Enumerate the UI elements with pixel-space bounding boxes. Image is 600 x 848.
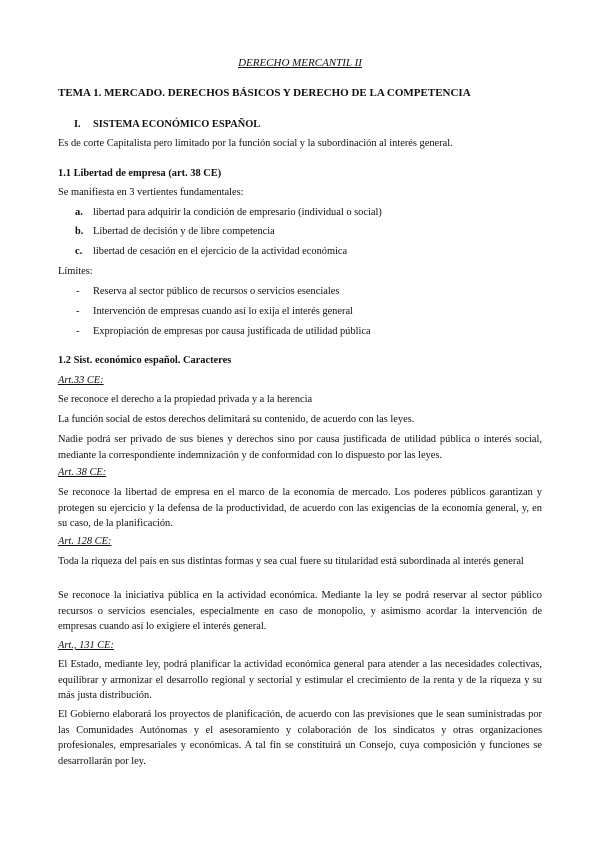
article-128-paragraph: Toda la riqueza del país en sus distintas formas y sea cual fuere su titularidad está subordinada al interés general [58,556,524,567]
subsection-1-2-heading: 1.2 Sist. económico español. Caracteres [58,355,232,366]
article-33-label: Art.33 CE: [58,375,104,386]
article-38-label: Art. 38 CE: [58,467,107,478]
limits-label: Límites: [58,266,93,277]
list-item-c: libertad de cesación en el ejercicio de la actividad económica [93,246,348,257]
tema-heading: TEMA 1. MERCADO. DERECHOS BÁSICOS Y DERECHO DE LA COMPETENCIA [58,87,471,99]
article-33-paragraph: Se reconoce el derecho a la propiedad privada y a la herencia [58,394,313,405]
section-heading: SISTEMA ECONÓMICO ESPAÑOL [93,119,261,130]
article-128-paragraph: Se reconoce la iniciativa pública en la actividad económica. Mediante la ley se podrá reservar al sector público recursos o servicios esenciales, especialmente en caso de monopolio, y asimismo acordar la intervención de empresas cuando así lo exigiere el interés general. [58,590,542,632]
article-131-paragraph: El Estado, mediante ley, podrá planificar la actividad económica general para atender a las necesidades colectivas, equilibrar y armonizar el desarrollo regional y sectorial y estimular el crecimiento de la renta y de la riqueza y su más justa distribución. [58,659,542,701]
list-item-a: libertad para adquirir la condición de empresario (individual o social) [93,207,382,218]
article-128-label: Art. 128 CE: [58,536,112,547]
document-title: DERECHO MERCANTIL II [238,57,362,69]
list-marker-b: b. [75,226,84,237]
article-38-paragraph: Se reconoce la libertad de empresa en el marco de la economía de mercado. Los poderes públicos garantizan y protegen su ejercicio y la defensa de la productividad, de acuerdo con las exigencias de la economía general, y, en su caso, de la planificación. [58,487,542,529]
limit-marker: - [76,306,80,317]
limit-item: Expropiación de empresas por causa justificada de utilidad pública [93,326,371,337]
list-item-b: Libertad de decisión y de libre competencia [93,226,275,237]
list-marker-c: c. [75,246,83,257]
subsection-1-1-heading: 1.1 Libertad de empresa (art. 38 CE) [58,168,222,179]
limit-marker: - [76,326,80,337]
article-33-paragraph: La función social de estos derechos delimitará su contenido, de acuerdo con las leyes. [58,414,415,425]
article-131-label: Art., 131 CE: [58,640,114,651]
limit-marker: - [76,286,80,297]
section-intro: Es de corte Capitalista pero limitado por la función social y la subordinación al interés general. [58,138,453,149]
limit-item: Intervención de empresas cuando así lo exija el interés general [93,306,353,317]
section-number: I. [74,119,81,130]
subsection-1-1-intro: Se manifiesta en 3 vertientes fundamentales: [58,187,244,198]
article-33-paragraph: Nadie podrá ser privado de sus bienes y derechos sino por causa justificada de utilidad pública o interés social, mediante la correspondiente indemnización y de conformidad con lo dispuesto por las leyes. [58,434,542,461]
list-marker-a: a. [75,207,83,218]
article-131-paragraph: El Gobierno elaborará los proyectos de planificación, de acuerdo con las previsiones que le sean suministradas por las Comunidades Autónomas y el asesoramiento y colaboración de los sindicatos y otras organizaciones profesionales, empresariales y económicas. A tal fin se constituirá un Consejo, cuya composición y funciones se desarrollarán por ley. [58,709,542,767]
limit-item: Reserva al sector público de recursos o servicios esenciales [93,286,340,297]
